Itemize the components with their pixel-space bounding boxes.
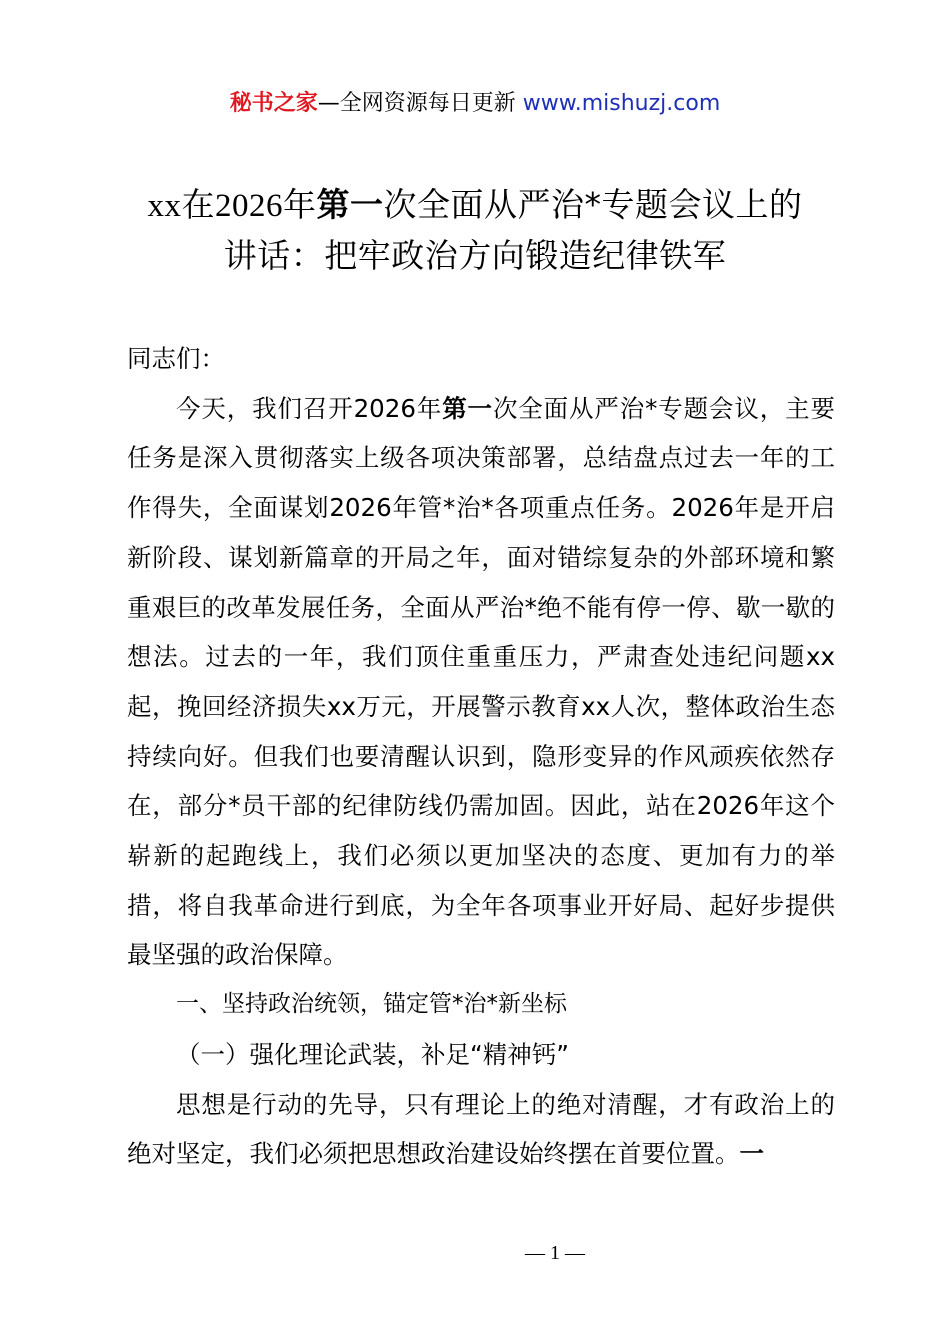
- intro-bold: 第一: [442, 393, 493, 423]
- document-body: [127, 334, 835, 1179]
- intro-prefix: 今天，我们召开2026年: [176, 393, 443, 423]
- section-heading-1: 一、坚持政治统领，锚定管*治*新坐标: [176, 991, 567, 1018]
- paragraph-2-text: 思想是行动的先导，只有理论上的绝对清醒，才有政治上的绝对坚定，我们必须把思想政治建设始终摆在首要位置。: [127, 1089, 835, 1169]
- paragraph-2: [127, 1080, 835, 1179]
- title-bold: 第一: [316, 185, 384, 224]
- title-line-2: 讲话：把牢政治方向锻造纪律铁军: [223, 236, 727, 275]
- title-suffix: 次全面从严治*专题会议上的: [383, 185, 803, 224]
- title-prefix: xx在2026年: [147, 188, 317, 224]
- intro-suffix: 次全面从严治*专题会议，主要任务是深入贯彻落实上级各项决策部署，总结盘点过去一年的工作得失，全面谋划2026年管*治*各项重点任务。2026年是开启新阶段、谋划新篇章的开局之年，面对错综复杂的外部环境和繁重艰巨的改革发展任务，全面从严治*绝不能有停一停、歇一歇的想法。过去的一年，我们顶住重重压力，严肃查处违纪问题xx起，挽回经济损失xx万元，开展警示教育xx人次，整体政治生态持续向好。但我们也要清醒认识到，隐形变异的作风顽疾依然存在，部分*员干部的纪律防线仍需加固。因此，站在2026年这个崭新的起跑线上，我们必须以更加坚决的态度、更加有力的举措，将自我革命进行到底，为全年各项事业开好局、起好步提供最坚强的政治保障。: [127, 393, 836, 970]
- document-title: [90, 180, 860, 281]
- salutation: 同志们：: [127, 344, 225, 373]
- site-banner: [0, 88, 950, 120]
- brand-name: 秘书之家: [229, 91, 318, 116]
- intro-paragraph: [127, 384, 835, 980]
- site-url-link[interactable]: www.mishuzj.com: [522, 91, 721, 116]
- title-line-1: [90, 180, 860, 231]
- page-number: — 1 —: [525, 1242, 585, 1264]
- paragraph-2-tail: 一: [739, 1139, 764, 1169]
- banner-tagline: —全网资源每日更新: [317, 91, 523, 116]
- subsection-heading-1: （一）强化理论武装，补足“精神钙”: [176, 1039, 569, 1069]
